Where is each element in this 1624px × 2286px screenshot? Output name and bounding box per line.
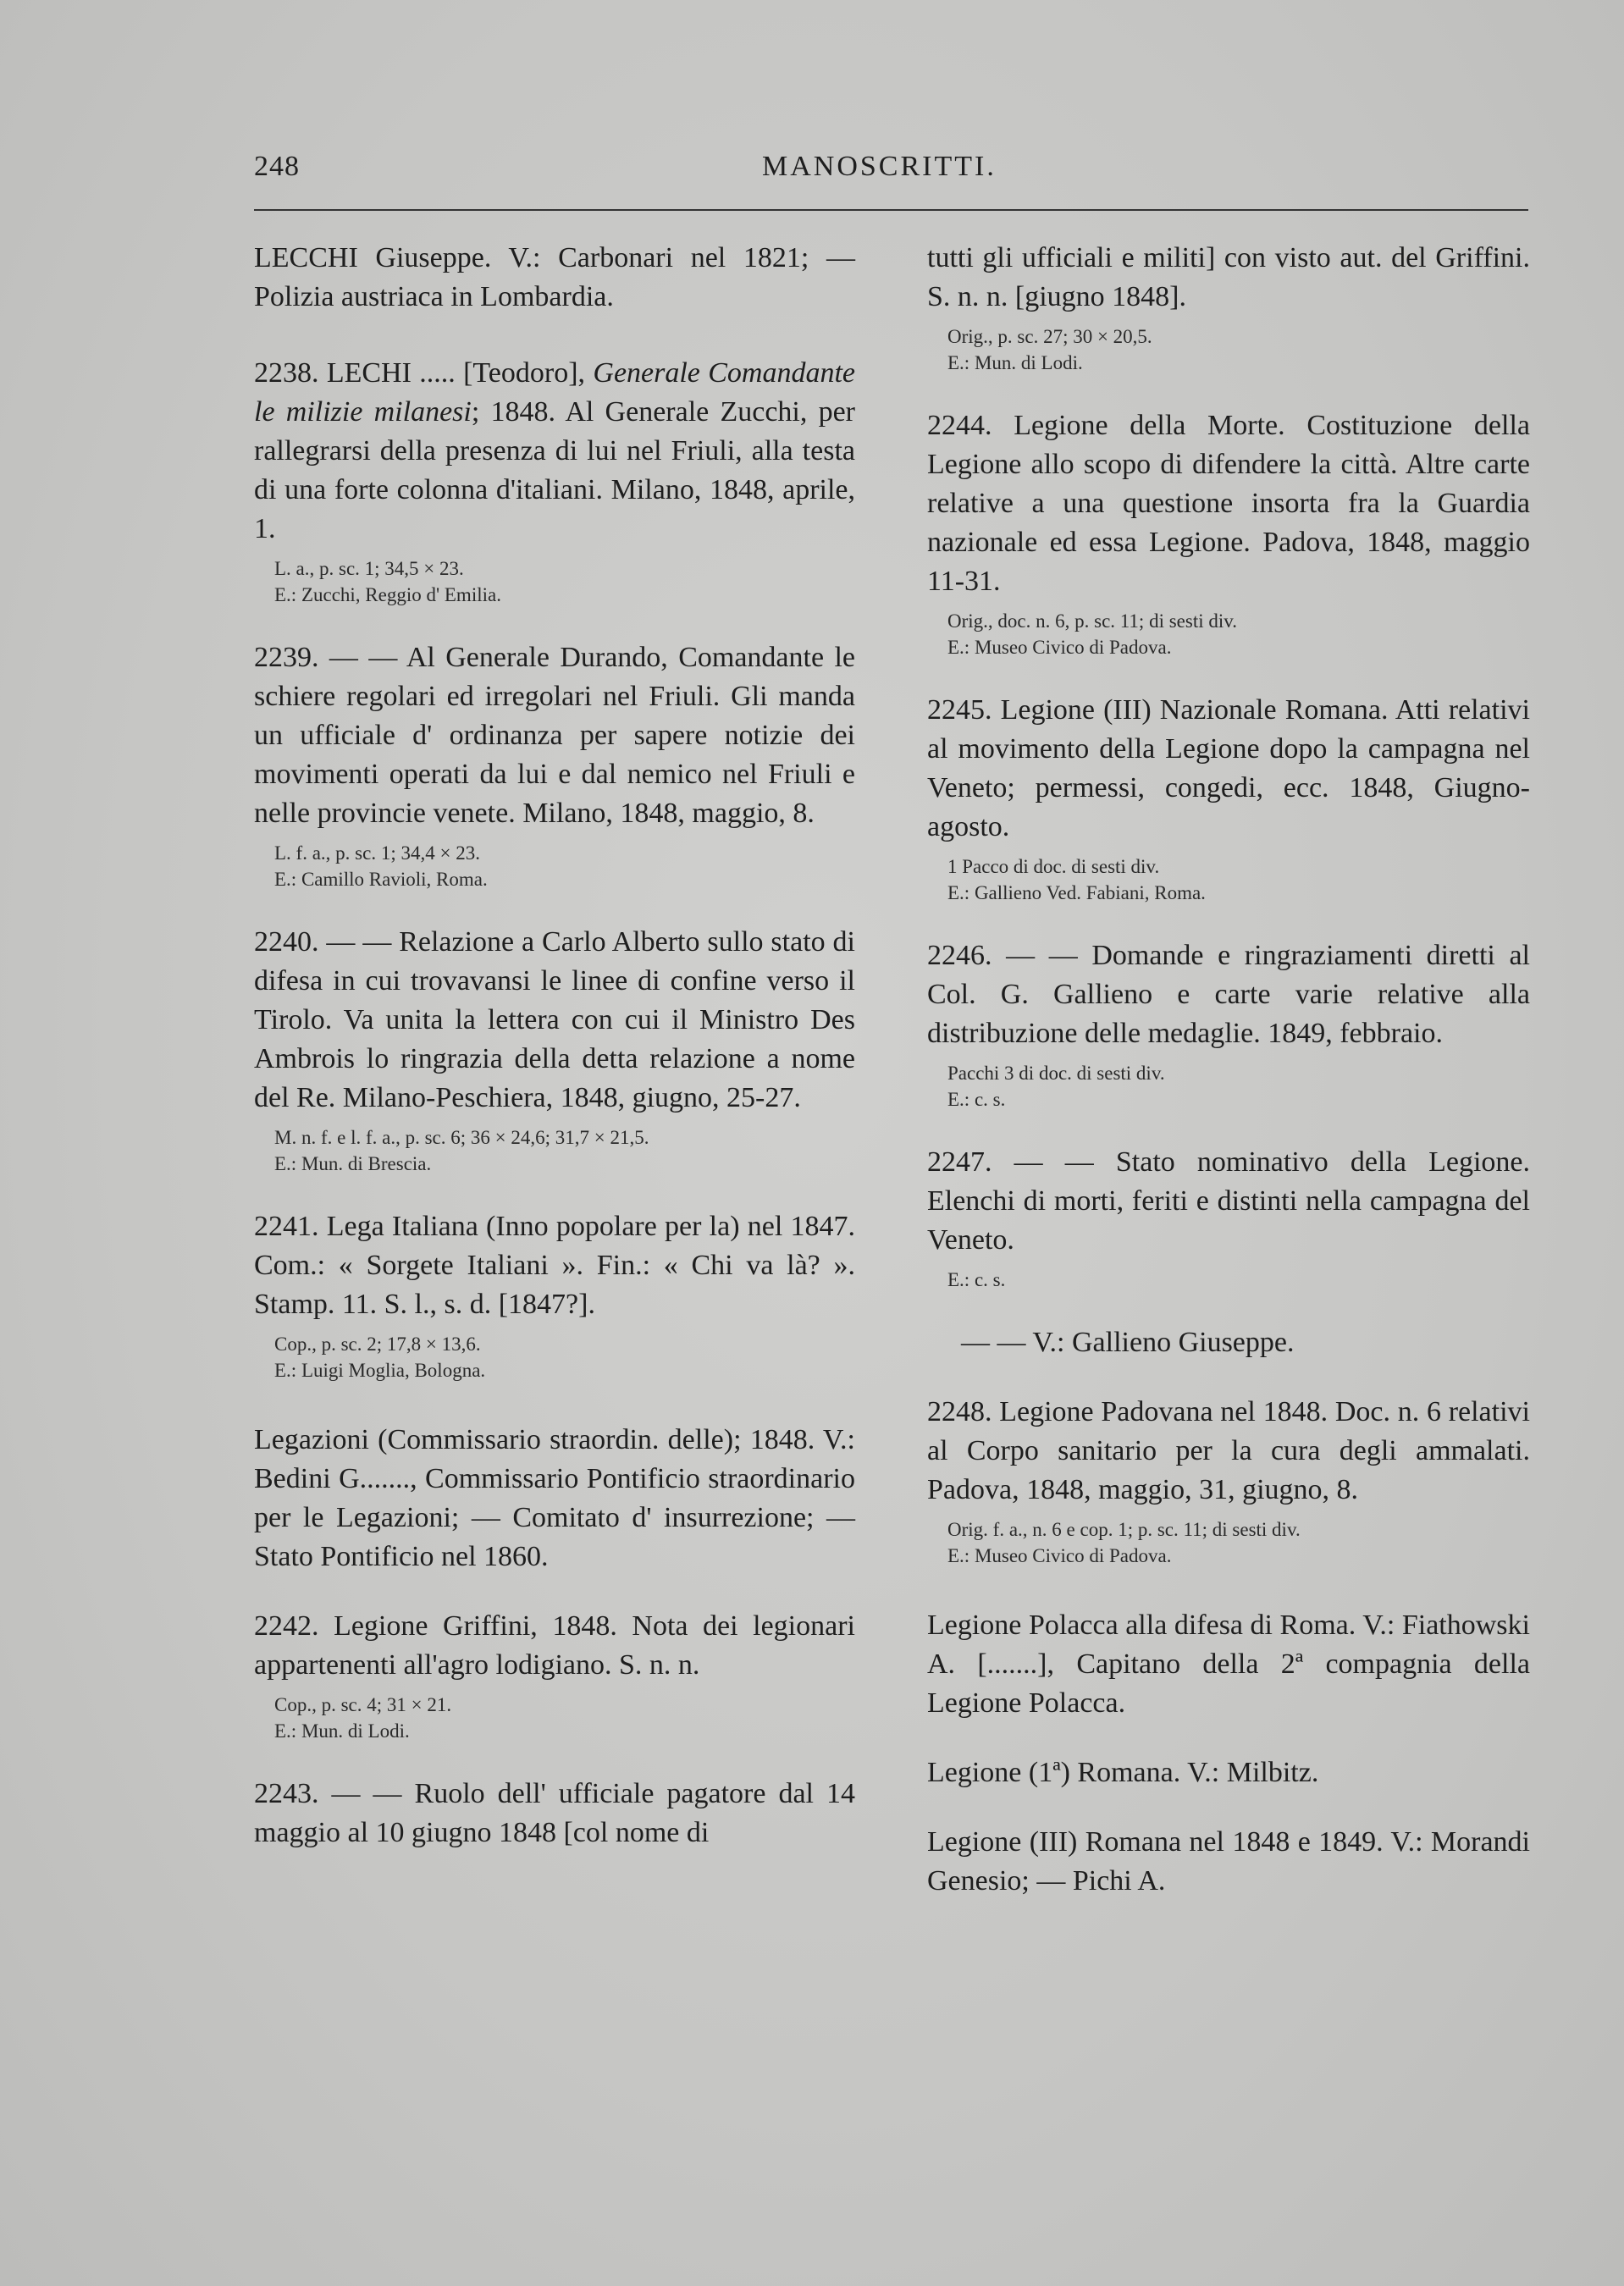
- entry-meta: Orig., p. sc. 27; 30 × 20,5. E.: Mun. di Lodi.: [947, 326, 1152, 373]
- catalog-entry-2240: [254, 923, 855, 1177]
- entry-text: 2243. — — Ruolo dell' ufficiale pagatore dal 14 maggio al 10 giugno 1848 [col nome di: [254, 1778, 855, 1848]
- entry-meta: Orig. f. a., n. 6 e cop. 1; p. sc. 11; di sesti div. E.: Museo Civico di Padova.: [947, 1519, 1301, 1566]
- catalog-entry-2246: [927, 936, 1530, 1113]
- catalog-entry-2242: [254, 1607, 855, 1744]
- running-title: MANOSCRITTI.: [762, 151, 997, 182]
- entry-meta: Orig., doc. n. 6, p. sc. 11; di sesti div. E.: Museo Civico di Padova.: [947, 610, 1237, 658]
- catalog-entry-2248: [927, 1393, 1530, 1569]
- entry-meta: E.: c. s.: [947, 1269, 1006, 1290]
- entry-number: 2241.: [254, 1211, 319, 1242]
- entry-number: 2242.: [254, 1610, 319, 1642]
- xref-entry: Legione (III) Romana nel 1848 e 1849. V.: Morandi Genesio; — Pichi A.: [927, 1826, 1530, 1897]
- xref-entry: Legazioni (Commissario straordin. delle); 1848. V.: Bedini G......., Commissario Pontificio straordinario per le Legazioni; — Comitato d' insurrezione; — Stato Pontificio nel 1860.: [254, 1424, 855, 1572]
- entry-meta: Cop., p. sc. 2; 17,8 × 13,6. E.: Luigi Moglia, Bologna.: [274, 1334, 486, 1381]
- entry-number: 2246.: [927, 940, 992, 971]
- entry-text: 2239. — — Al Generale Durando, Comandante le schiere regolari ed irregolari nel Friuli. Gli manda un ufficiale d' ordinanza per sapere notizie dei movimenti operati da lui e dal nemico nel Friuli e nelle provincie venete. Milano, 1848, maggio, 8.: [254, 642, 855, 829]
- entry-meta: Cop., p. sc. 4; 31 × 21. E.: Mun. di Lodi.: [274, 1694, 452, 1742]
- entry-number: 2247.: [927, 1146, 992, 1178]
- entry-text: 2238. LECHI ..... [Teodoro], Generale Comandante le milizie milanesi; 1848. Al Generale Zucchi, per rallegrarsi della presenza di lui nel Friuli, alla testa di una forte colonna d'italiani. Milano, 1848, aprile, 1.: [254, 357, 855, 544]
- entry-meta: M. n. f. e l. f. a., p. sc. 6; 36 × 24,6; 31,7 × 21,5. E.: Mun. di Brescia.: [274, 1127, 649, 1174]
- entry-text: 2241. Lega Italiana (Inno popolare per la) nel 1847. Com.: « Sorgete Italiani ». Fin.: « Chi va là? ». Stamp. 11. S. l., s. d. [1847?].: [254, 1211, 855, 1320]
- entry-number: 2240.: [254, 926, 319, 958]
- catalog-entry-2238: [254, 354, 855, 608]
- entry-number: 2239.: [254, 642, 319, 673]
- entry-number: 2238.: [254, 357, 319, 389]
- xref-entry: Legione Polacca alla difesa di Roma. V.: Fiathowski A. [.......], Capitano della 2ª compagnia della Legione Polacca.: [927, 1610, 1530, 1719]
- entry-text: 2244. Legione della Morte. Costituzione della Legione allo scopo di difendere la città. Altre carte relative a una questione insorta fra la Guardia nazionale ed essa Legione. Padova, 1848, maggio 11-31.: [927, 410, 1530, 597]
- entry-number: 2244.: [927, 410, 992, 441]
- entry-meta: 1 Pacco di doc. di sesti div. E.: Gallieno Ved. Fabiani, Roma.: [947, 856, 1206, 903]
- entry-meta: L. a., p. sc. 1; 34,5 × 23. E.: Zucchi, Reggio d' Emilia.: [274, 558, 501, 605]
- entry-text: 2242. Legione Griffini, 1848. Nota dei legionari appartenenti all'agro lodigiano. S. n. n.: [254, 1610, 855, 1681]
- catalog-entry-2241: [254, 1207, 855, 1383]
- entry-text: tutti gli ufficiali e militi] con visto aut. del Griffini. S. n. n. [giugno 1848].: [927, 242, 1530, 312]
- xref-entry: LECCHI Giuseppe. V.: Carbonari nel 1821; — Polizia austriaca in Lombardia.: [254, 242, 855, 312]
- catalog-entry-2243: [254, 1775, 855, 1853]
- page-number: 248: [254, 151, 300, 182]
- right-column: [927, 229, 1530, 1901]
- page-header: [254, 151, 1524, 202]
- catalog-entry-2244: [927, 406, 1530, 660]
- left-column: [254, 229, 855, 1853]
- entry-text: 2240. — — Relazione a Carlo Alberto sullo stato di difesa in cui trovavansi le linee di confine verso il Tirolo. Va unita la lettera con cui il Ministro Des Ambrois lo ringrazia della detta relazione a nome del Re. Milano-Peschiera, 1848, giugno, 25-27.: [254, 926, 855, 1113]
- xref-entry: — — V.: Gallieno Giuseppe.: [961, 1327, 1295, 1358]
- catalog-entry-2243-continued: [927, 239, 1530, 376]
- entry-number: 2243.: [254, 1778, 319, 1809]
- entry-text: 2247. — — Stato nominativo della Legione. Elenchi di morti, feriti e distinti nella campagna del Veneto.: [927, 1146, 1530, 1256]
- xref-entry: Legione (1ª) Romana. V.: Milbitz.: [927, 1757, 1319, 1788]
- entry-text: 2248. Legione Padovana nel 1848. Doc. n. 6 relativi al Corpo sanitario per la cura degli ammalati. Padova, 1848, maggio, 31, giugno, 8.: [927, 1396, 1530, 1505]
- catalog-entry-2245: [927, 691, 1530, 906]
- entry-text: 2246. — — Domande e ringraziamenti diretti al Col. G. Gallieno e carte varie relative alla distribuzione delle medaglie. 1849, febbraio.: [927, 940, 1530, 1049]
- entry-meta: Pacchi 3 di doc. di sesti div. E.: c. s.: [947, 1063, 1165, 1110]
- entry-text: 2245. Legione (III) Nazionale Romana. Atti relativi al movimento della Legione dopo la campagna nel Veneto; permessi, congedi, ecc. 1848, Giugno-agosto.: [927, 694, 1530, 842]
- header-rule: [254, 209, 1528, 211]
- entry-number: 2248.: [927, 1396, 992, 1427]
- catalog-entry-2247: [927, 1143, 1530, 1293]
- catalog-entry-2239: [254, 638, 855, 892]
- entry-number: 2245.: [927, 694, 992, 726]
- entry-meta: L. f. a., p. sc. 1; 34,4 × 23. E.: Camillo Ravioli, Roma.: [274, 842, 488, 890]
